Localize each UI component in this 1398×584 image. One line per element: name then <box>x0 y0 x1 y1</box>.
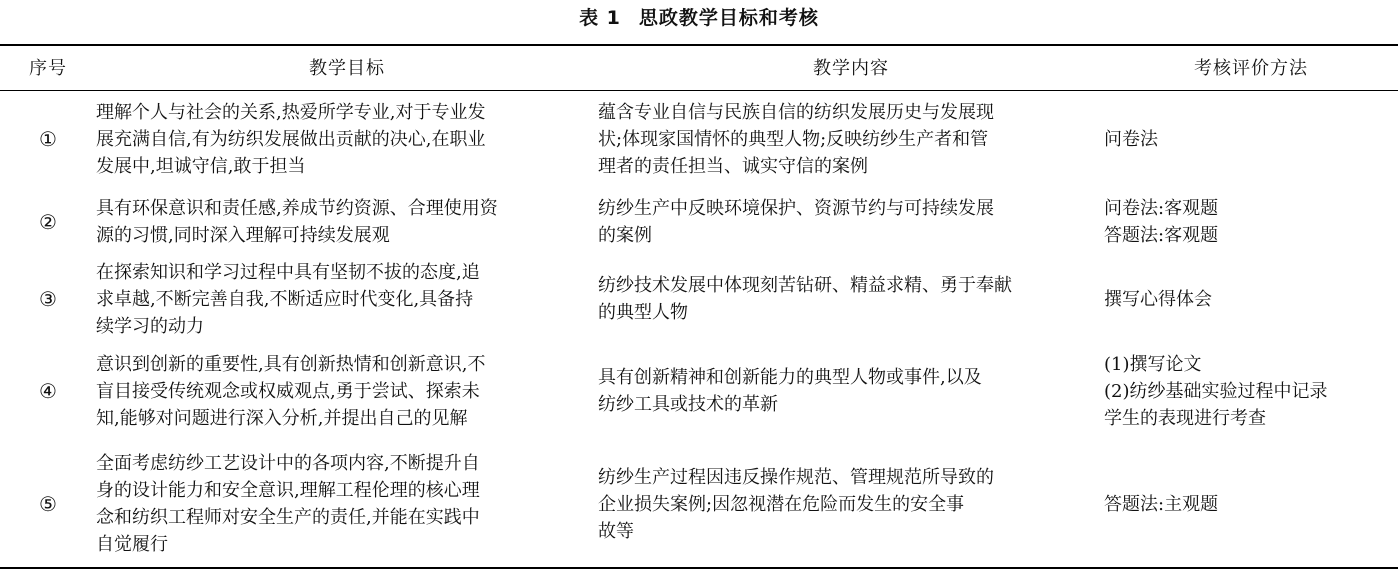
text-line: 发展中,坦诚守信,敢于担当 <box>96 155 306 177</box>
text-line: 自觉履行 <box>96 534 168 555</box>
table-row <box>0 187 1398 257</box>
row-number: ② <box>39 209 57 234</box>
row-content <box>598 91 1104 188</box>
text-line: 故等 <box>598 520 634 542</box>
text-line: 理解个人与社会的关系,热爱所学专业,对于专业发 <box>96 101 486 123</box>
text-line: 源的习惯,同时深入理解可持续发展观 <box>96 225 390 246</box>
row-number: ③ <box>39 286 57 311</box>
text-line: 在探索知识和学习过程中具有坚韧不拔的态度,追 <box>96 261 480 283</box>
row-number: ④ <box>39 378 57 403</box>
text-line: 身的设计能力和安全意识,理解工程伦理的核心理 <box>96 480 480 501</box>
row-number: ① <box>39 126 57 151</box>
text-line: 答题法:主观题 <box>1104 493 1219 515</box>
text-line: 念和纺织工程师对安全生产的责任,并能在实践中 <box>96 507 480 528</box>
row-content <box>598 341 1104 441</box>
header-content: 教学内容 <box>813 57 889 79</box>
text-line: 状;体现家国情怀的典型人物;反映纺纱生产者和管 <box>598 128 989 150</box>
text-line: 蕴含专业自信与民族自信的纺织发展历史与发展现 <box>598 101 994 123</box>
row-goal <box>96 341 598 441</box>
text-line: 的典型人物 <box>598 302 688 323</box>
text-line: 续学习的动力 <box>96 315 204 337</box>
text-line: 问卷法:客观题 <box>1104 198 1219 219</box>
text-line: 知,能够对问题进行深入分析,并提出自己的见解 <box>96 407 468 429</box>
text-line: 展充满自信,有为纺织发展做出贡献的决心,在职业 <box>96 128 486 150</box>
row-eval <box>1104 187 1398 257</box>
text-line: (1)撰写论文 <box>1104 353 1202 375</box>
text-line: 全面考虑纺纱工艺设计中的各项内容,不断提升自 <box>96 453 480 474</box>
text-line: 问卷法 <box>1104 128 1158 150</box>
ideology-teaching-table <box>0 44 1398 569</box>
header-no: 序号 <box>29 57 67 79</box>
text-line: 理者的责任担当、诚实守信的案例 <box>598 155 868 177</box>
text-line: 求卓越,不断完善自我,不断适应时代变化,具备持 <box>96 288 474 310</box>
row-content <box>598 441 1104 568</box>
header-eval: 考核评价方法 <box>1194 57 1308 79</box>
row-goal <box>96 187 598 257</box>
text-line: 具有环保意识和责任感,养成节约资源、合理使用资 <box>96 198 498 219</box>
row-content <box>598 257 1104 341</box>
row-goal <box>96 441 598 568</box>
table-row <box>0 257 1398 341</box>
row-eval <box>1104 441 1398 568</box>
text-line: 纺纱技术发展中体现刻苦钻研、精益求精、勇于奉献 <box>598 275 1012 296</box>
text-line: 纺纱生产过程因违反操作规范、管理规范所导致的 <box>598 466 994 488</box>
row-eval <box>1104 257 1398 341</box>
row-goal <box>96 257 598 341</box>
table-row <box>0 441 1398 568</box>
text-line: 纺纱生产中反映环境保护、资源节约与可持续发展 <box>598 198 994 219</box>
text-line: 答题法:客观题 <box>1104 225 1219 246</box>
table-header-row <box>0 45 1398 91</box>
text-line: 具有创新精神和创新能力的典型人物或事件,以及 <box>598 367 982 388</box>
row-eval <box>1104 91 1398 188</box>
text-line: (2)纺纱基础实验过程中记录 <box>1104 380 1328 402</box>
text-line: 纺纱工具或技术的革新 <box>598 394 778 415</box>
text-line: 盲目接受传统观念或权威观点,勇于尝试、探索未 <box>96 380 480 402</box>
row-content <box>598 187 1104 257</box>
table-caption <box>0 6 1398 30</box>
table-number: 表 1 <box>579 7 621 29</box>
text-line: 意识到创新的重要性,具有创新热情和创新意识,不 <box>96 353 486 375</box>
table-row <box>0 91 1398 188</box>
table-row <box>0 341 1398 441</box>
row-goal <box>96 91 598 188</box>
text-line: 学生的表现进行考查 <box>1104 407 1266 429</box>
text-line: 企业损失案例;因忽视潜在危险而发生的安全事 <box>598 493 965 515</box>
table-title: 思政教学目标和考核 <box>638 7 819 29</box>
row-number: ⑤ <box>39 491 57 516</box>
text-line: 撰写心得体会 <box>1104 288 1212 310</box>
header-goal: 教学目标 <box>309 57 385 79</box>
row-eval <box>1104 341 1398 441</box>
text-line: 的案例 <box>598 225 652 246</box>
